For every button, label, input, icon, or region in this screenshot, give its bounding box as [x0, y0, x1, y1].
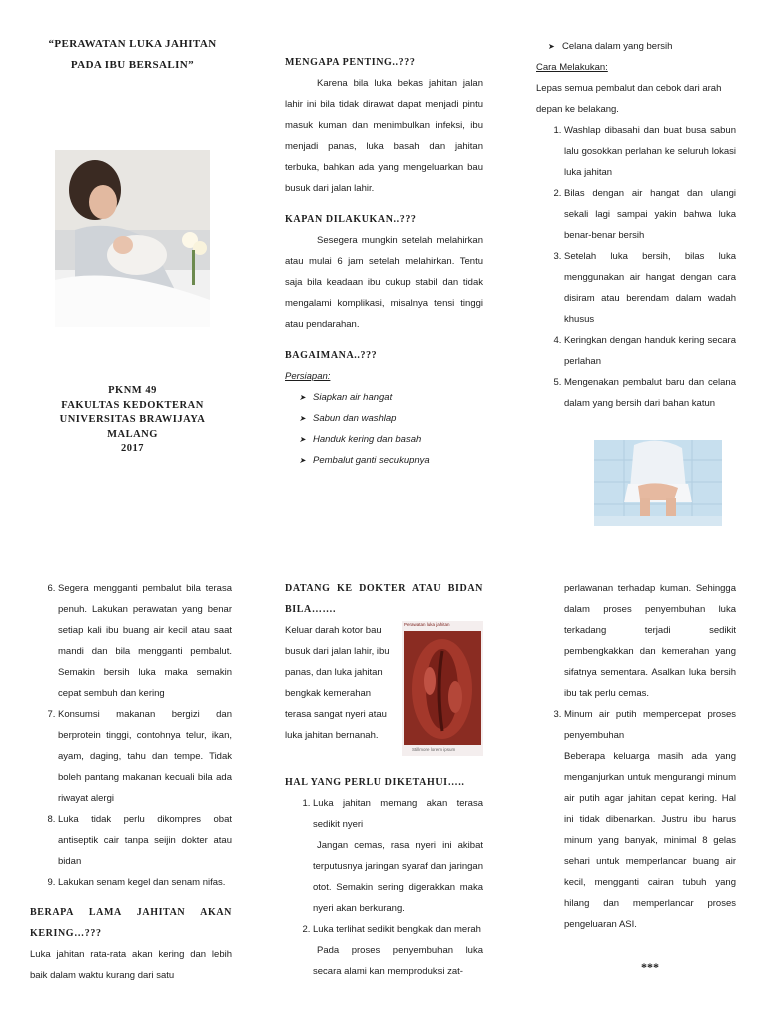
facts-continued-panel: [536, 578, 736, 978]
preparation-item: ➤ Pembalut ganti secukupnya: [299, 450, 483, 471]
steps-continued-panel: [30, 578, 232, 986]
method-step: 3. Setelah luka bersih, bilas luka menggunakan air hangat dengan cara disiram atau berendam dalam wadah khusus: [564, 246, 736, 330]
method-step: 6. Segera mengganti pembalut bila terasa penuh. Lakukan perawatan yang benar setiap kali ibu buang air kecil atau saat mandi dan bila mengganti pembalut. Semakin bersih luka maka semakin cepat sembuh dan kering: [58, 578, 232, 704]
preparation-item: ➤ Handuk kering dan basah: [299, 429, 483, 450]
method-intro: Lepas semua pembalut dan cebok dari arah depan ke belakang.: [536, 83, 722, 115]
importance-body: Karena bila luka bekas jahitan jalan lahir ini bila tidak dirawat dapat menjadi pintu masuk kuman dan menimbulkan infeksi, ibu menjadi panas, luka basah dan jahitan terbuka, bahkan ada yang mengeluarkan bau busuk dari jalan lahir.: [285, 78, 483, 194]
wound-photo: [402, 621, 483, 756]
wound-figure-caption: Perawatan luka jahitan: [404, 622, 450, 627]
mother-baby-illustration: [55, 150, 210, 327]
org-university: UNIVERSITAS BRAWIJAYA: [59, 414, 206, 425]
method-step: 9. Lakukan senam kegel dan senam nifas.: [58, 872, 232, 893]
facts-panel: [285, 772, 483, 982]
fact-item: [313, 919, 483, 982]
cover-title-line-1: “PERAWATAN LUKA JAHITAN: [48, 38, 217, 50]
preparation-item: ➤ Siapkan air hangat: [299, 387, 483, 408]
end-mark: ***: [641, 960, 659, 974]
fact-text-start: Pada proses penyembuhan luka secara alami kan memproduksi zat-: [313, 945, 483, 977]
importance-panel: [285, 52, 483, 471]
method-step: 8. Luka tidak perlu dikompres obat antiseptik cair tanpa seijin dokter atau bidan: [58, 809, 232, 872]
preparation-item: ➤ Sabun dan washlap: [299, 408, 483, 429]
fact-title: 3. Minum air putih mempercepat proses penyembuhan: [564, 709, 736, 741]
cover-panel: [30, 34, 235, 76]
org-city: MALANG: [107, 428, 158, 440]
fact-text-cont: perlawanan terhadap kuman. Sehingga dalam proses penyembuhan luka terkadang terjadi sedikit pembengkakkan dan kemerahan yang sifatnya sementara. Asalkan luka bersih ibu tak perlu cemas.: [564, 583, 736, 699]
duration-heading: BERAPA LAMA JAHITAN AKAN KERING…???: [30, 907, 232, 939]
fact-text: Jangan cemas, rasa nyeri ini akibat terputusnya jaringan syaraf dan jaringan otot. Semakin sering digerakkan maka nyeri akan berkurang.: [313, 840, 483, 914]
timing-heading: KAPAN DILAKUKAN..???: [285, 214, 417, 225]
method-step: 7. Konsumsi makanan bergizi dan berprotein tinggi, contohnya telur, ikan, ayam, daging, tahu dan tempe. Tidak boleh pantang makanan kecuali bila ada riwayat alergi: [58, 704, 232, 809]
facts-list: [285, 793, 483, 982]
method-panel: [536, 36, 736, 414]
doctor-body: Keluar darah kotor bau busuk dari jalan lahir, ibu panas, dan luka jahitan bengkak kemerahan terasa sangat nyeri atau luka jahitan bernanah.: [285, 625, 390, 741]
preparation-list: [285, 387, 483, 471]
facts-list-cont: [536, 704, 736, 935]
woman-sitting-photo: [594, 440, 722, 526]
woman-sitting-illustration: [594, 440, 722, 526]
fact-text: Beberapa keluarga masih ada yang menganjurkan untuk mengurangi minum air putih agar jahitan cepat kering. Hal ini tidak dibenarkan. Justru ibu harus minum yang banyak, minimal 8 gelas sehari untuk memperlancar buang air kecil, mengganti cairan tubuh yang hilang dan memperlancar proses pengeluaran ASI.: [564, 751, 736, 930]
method-step: 1. Washlap dibasahi dan buat busa sabun lalu gosokkan perlahan ke seluruh lokasi luka jahitan: [564, 120, 736, 183]
fact-item: [313, 793, 483, 919]
method-steps-cont: [30, 578, 232, 893]
organization-block: [30, 384, 235, 457]
wound-illustration: [402, 621, 483, 756]
how-heading: BAGAIMANA..???: [285, 350, 378, 361]
method-step: 5. Mengenakan pembalut baru dan celana dalam yang bersih dari bahan katun: [564, 372, 736, 414]
preparation-label: Persiapan:: [285, 371, 331, 382]
method-step: 2. Bilas dengan air hangat dan ulangi sekali lagi sampai yakin bahwa luka benar-benar bersih: [564, 183, 736, 246]
fact-title: 1. Luka jahitan memang akan terasa sedikit nyeri: [313, 798, 483, 830]
cover-title-line-2: PADA IBU BERSALIN”: [70, 59, 195, 71]
timing-body: Sesegera mungkin setelah melahirkan atau mulai 6 jam setelah melahirkan. Tentu saja bila keadaan ibu cukup stabil dan tidak mengalami komplikasi, misalnya tensi tinggi atau pendarahan.: [285, 235, 483, 330]
method-step: 4. Keringkan dengan handuk kering secara perlahan: [564, 330, 736, 372]
facts-heading: HAL YANG PERLU DIKETAHUI…..: [285, 777, 465, 788]
wound-figure-footer: Stillmore lorem ipsum: [412, 747, 456, 752]
cover-title: [30, 34, 235, 76]
org-year: 2017: [121, 443, 144, 454]
method-steps: [536, 120, 736, 414]
duration-body: Luka jahitan rata-rata akan kering dan lebih baik dalam waktu kurang dari satu: [30, 949, 232, 981]
doctor-heading: DATANG KE DOKTER ATAU BIDAN BILA…….: [285, 583, 483, 615]
preparation-item: ➤ Celana dalam yang bersih: [548, 36, 736, 57]
preparation-list-cont: [536, 36, 736, 57]
org-pknm: PKNM 49: [108, 385, 157, 396]
fact-item: [564, 704, 736, 935]
mother-baby-photo: [55, 150, 210, 327]
org-faculty: FAKULTAS KEDOKTERAN: [61, 399, 204, 411]
fact-title: 2. Luka terlihat sedikit bengkak dan merah: [313, 924, 481, 935]
importance-heading: MENGAPA PENTING..???: [285, 57, 416, 68]
method-label: Cara Melakukan:: [536, 62, 608, 73]
